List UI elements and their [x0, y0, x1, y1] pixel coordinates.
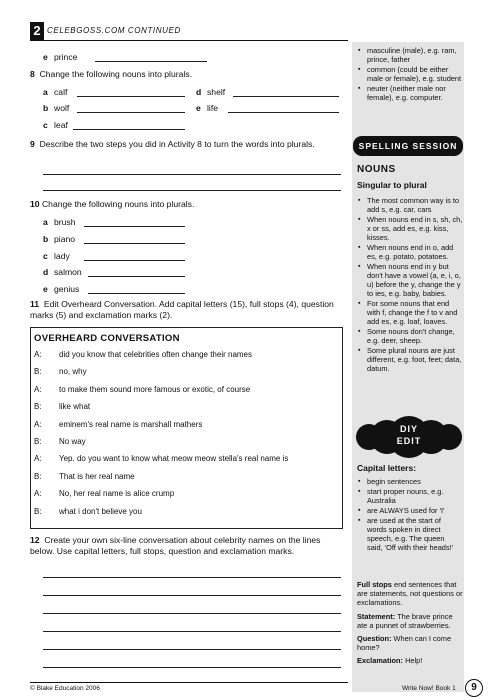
conversation-line: no, why	[59, 367, 87, 377]
rule-item: ▪ For some nouns that end with f, change the f to v and add es, e.g. loaf, loaves.	[367, 299, 464, 326]
conversation-line: eminem's real name is marshall mathers	[59, 419, 203, 429]
speaker-label: A:	[34, 454, 42, 464]
answer-line[interactable]	[43, 631, 341, 632]
page-number: 9	[465, 679, 483, 697]
speaker-label: A:	[34, 489, 42, 499]
rule-item: ▪ start proper nouns, e.g. Australia	[367, 487, 462, 505]
question-example: Question: When can I come home?	[357, 634, 452, 652]
answer-line[interactable]	[77, 112, 185, 113]
conversation-line: No, her real name is alice crump	[59, 489, 175, 499]
answer-line[interactable]	[233, 96, 339, 97]
speaker-label: B:	[34, 437, 42, 446]
question-10: 10 Change the following nouns into plurals.	[30, 199, 195, 209]
statement-example: Statement: The brave prince ate a punnet of strawberries.	[357, 612, 453, 630]
diy-edit-badge	[355, 416, 463, 458]
rule-item: ▪ are ALWAYS used for 'I'	[367, 506, 462, 515]
conversation-line: to make them sound more famous or exotic, of course	[59, 384, 251, 394]
speaker-label: B:	[34, 471, 42, 481]
copyright: © Blake Education 2006	[30, 685, 100, 692]
answer-line[interactable]	[77, 96, 185, 97]
q10-item-c: c lady	[43, 251, 70, 261]
question-9: 9 Describe the two steps you did in Activity 8 to turn the words into plurals.	[30, 139, 315, 149]
answer-line[interactable]	[43, 577, 341, 578]
edit-label: EDIT	[396, 436, 422, 446]
question-8: 8 Change the following nouns into plurals.	[30, 69, 192, 79]
conversation-line: Yep. do you want to know what meow meow stella's real name is	[59, 454, 289, 464]
answer-line[interactable]	[84, 243, 185, 244]
plural-rules	[358, 196, 464, 374]
exclamation-example: Exclamation: Help!	[357, 656, 423, 665]
prev-item: e prince	[43, 52, 78, 62]
speaker-label: A:	[34, 350, 42, 359]
rule-item: ▪ When nouns end in y but don't have a vowel (a, e, i, o, u) before the y, change the y to ies, e.g. baby, babies.	[367, 262, 464, 298]
conversation-line: what i don't believe you	[59, 506, 142, 516]
answer-line[interactable]	[43, 613, 341, 614]
q8-item-e: e life	[196, 103, 218, 113]
q8-item-b: b wolf	[43, 103, 70, 113]
speaker-label: B:	[34, 367, 42, 377]
answer-line[interactable]	[43, 595, 341, 596]
answer-line[interactable]	[88, 293, 185, 294]
rule-item: ▪ The most common way is to add s, e.g. car, cars	[367, 196, 464, 214]
speaker-label: B:	[34, 506, 42, 516]
footer-divider	[30, 682, 348, 683]
answer-line[interactable]	[43, 190, 341, 191]
conversation-line: No way	[59, 437, 86, 446]
section-number: 2	[30, 22, 44, 40]
answer-line[interactable]	[43, 174, 341, 175]
rule-item: ▪ When nouns end in o, add es, e.g. potato, potatoes.	[367, 243, 464, 261]
nouns-heading: NOUNS	[357, 164, 396, 175]
diy-label: DIY	[399, 424, 418, 434]
q8-item-a: a calf	[43, 87, 68, 97]
header-divider	[30, 40, 348, 41]
rule-item: ▪ begin sentences	[367, 477, 462, 486]
capital-rules	[358, 477, 462, 553]
conversation-line: That is her real name	[59, 471, 135, 481]
note-item: ▪ neuter (neither male nor female), e.g. computer.	[367, 84, 462, 102]
gender-notes	[358, 46, 462, 103]
note-item: ▪ common (could be either male or female), e.g. student	[367, 65, 462, 83]
answer-line[interactable]	[43, 649, 341, 650]
q10-item-e: e genius	[43, 284, 80, 294]
rule-item: ▪ Some plural nouns are just different, e.g. foot, feet; data, datum.	[367, 346, 464, 373]
note-item: ▪ masculine (male), e.g. ram, prince, father	[367, 46, 462, 64]
rule-item: ▪ Some nouns don't change, e.g. deer, sheep.	[367, 327, 464, 345]
q10-item-a: a brush	[43, 217, 76, 227]
answer-line[interactable]	[228, 112, 339, 113]
speaker-label: A:	[34, 384, 42, 394]
q8-item-d: d shelf	[196, 87, 226, 97]
book-title: Write Now! Book 1	[402, 685, 456, 692]
q10-item-b: b piano	[43, 234, 76, 244]
nouns-subheading: Singular to plural	[357, 180, 427, 190]
rule-item: ▪ When nouns end in s, sh, ch, x or ss, add es, e.g. kiss, kisses.	[367, 215, 464, 242]
spelling-session-banner: SPELLING SESSION	[353, 136, 463, 156]
conversation-line: like what	[59, 402, 91, 412]
answer-line[interactable]	[43, 667, 341, 668]
answer-line[interactable]	[88, 276, 185, 277]
answer-line[interactable]	[84, 260, 185, 261]
rule-item: ▪ are used at the start of words spoken in direct speech, e.g. The queen said, 'Off with their heads!'	[367, 516, 462, 552]
conversation-line: did you know that celebrities often change their names	[59, 350, 253, 359]
answer-line[interactable]	[95, 61, 207, 62]
q8-item-c: c leaf	[43, 120, 68, 130]
answer-line[interactable]	[73, 129, 185, 130]
speaker-label: B:	[34, 402, 42, 412]
section-title: CELEBGOSS.COM CONTINUED	[47, 26, 181, 35]
capital-letters-heading: Capital letters:	[357, 463, 417, 473]
answer-line[interactable]	[84, 226, 185, 227]
overheard-title: OVERHEARD CONVERSATION	[34, 333, 180, 344]
full-stops-note: Full stops end sentences that are statements, not questions or exclamations.	[357, 580, 463, 607]
q10-item-d: d salmon	[43, 267, 82, 277]
question-11: 11 Edit Overheard Conversation. Add capital letters (15), full stops (4), question marks (5) and exclamation marks (2).	[30, 299, 334, 320]
question-12: 12 Create your own six-line conversation about celebrity names on the lines below. Use capital letters, full stops, question and exclamation marks.	[30, 535, 321, 556]
speaker-label: A:	[34, 419, 42, 429]
